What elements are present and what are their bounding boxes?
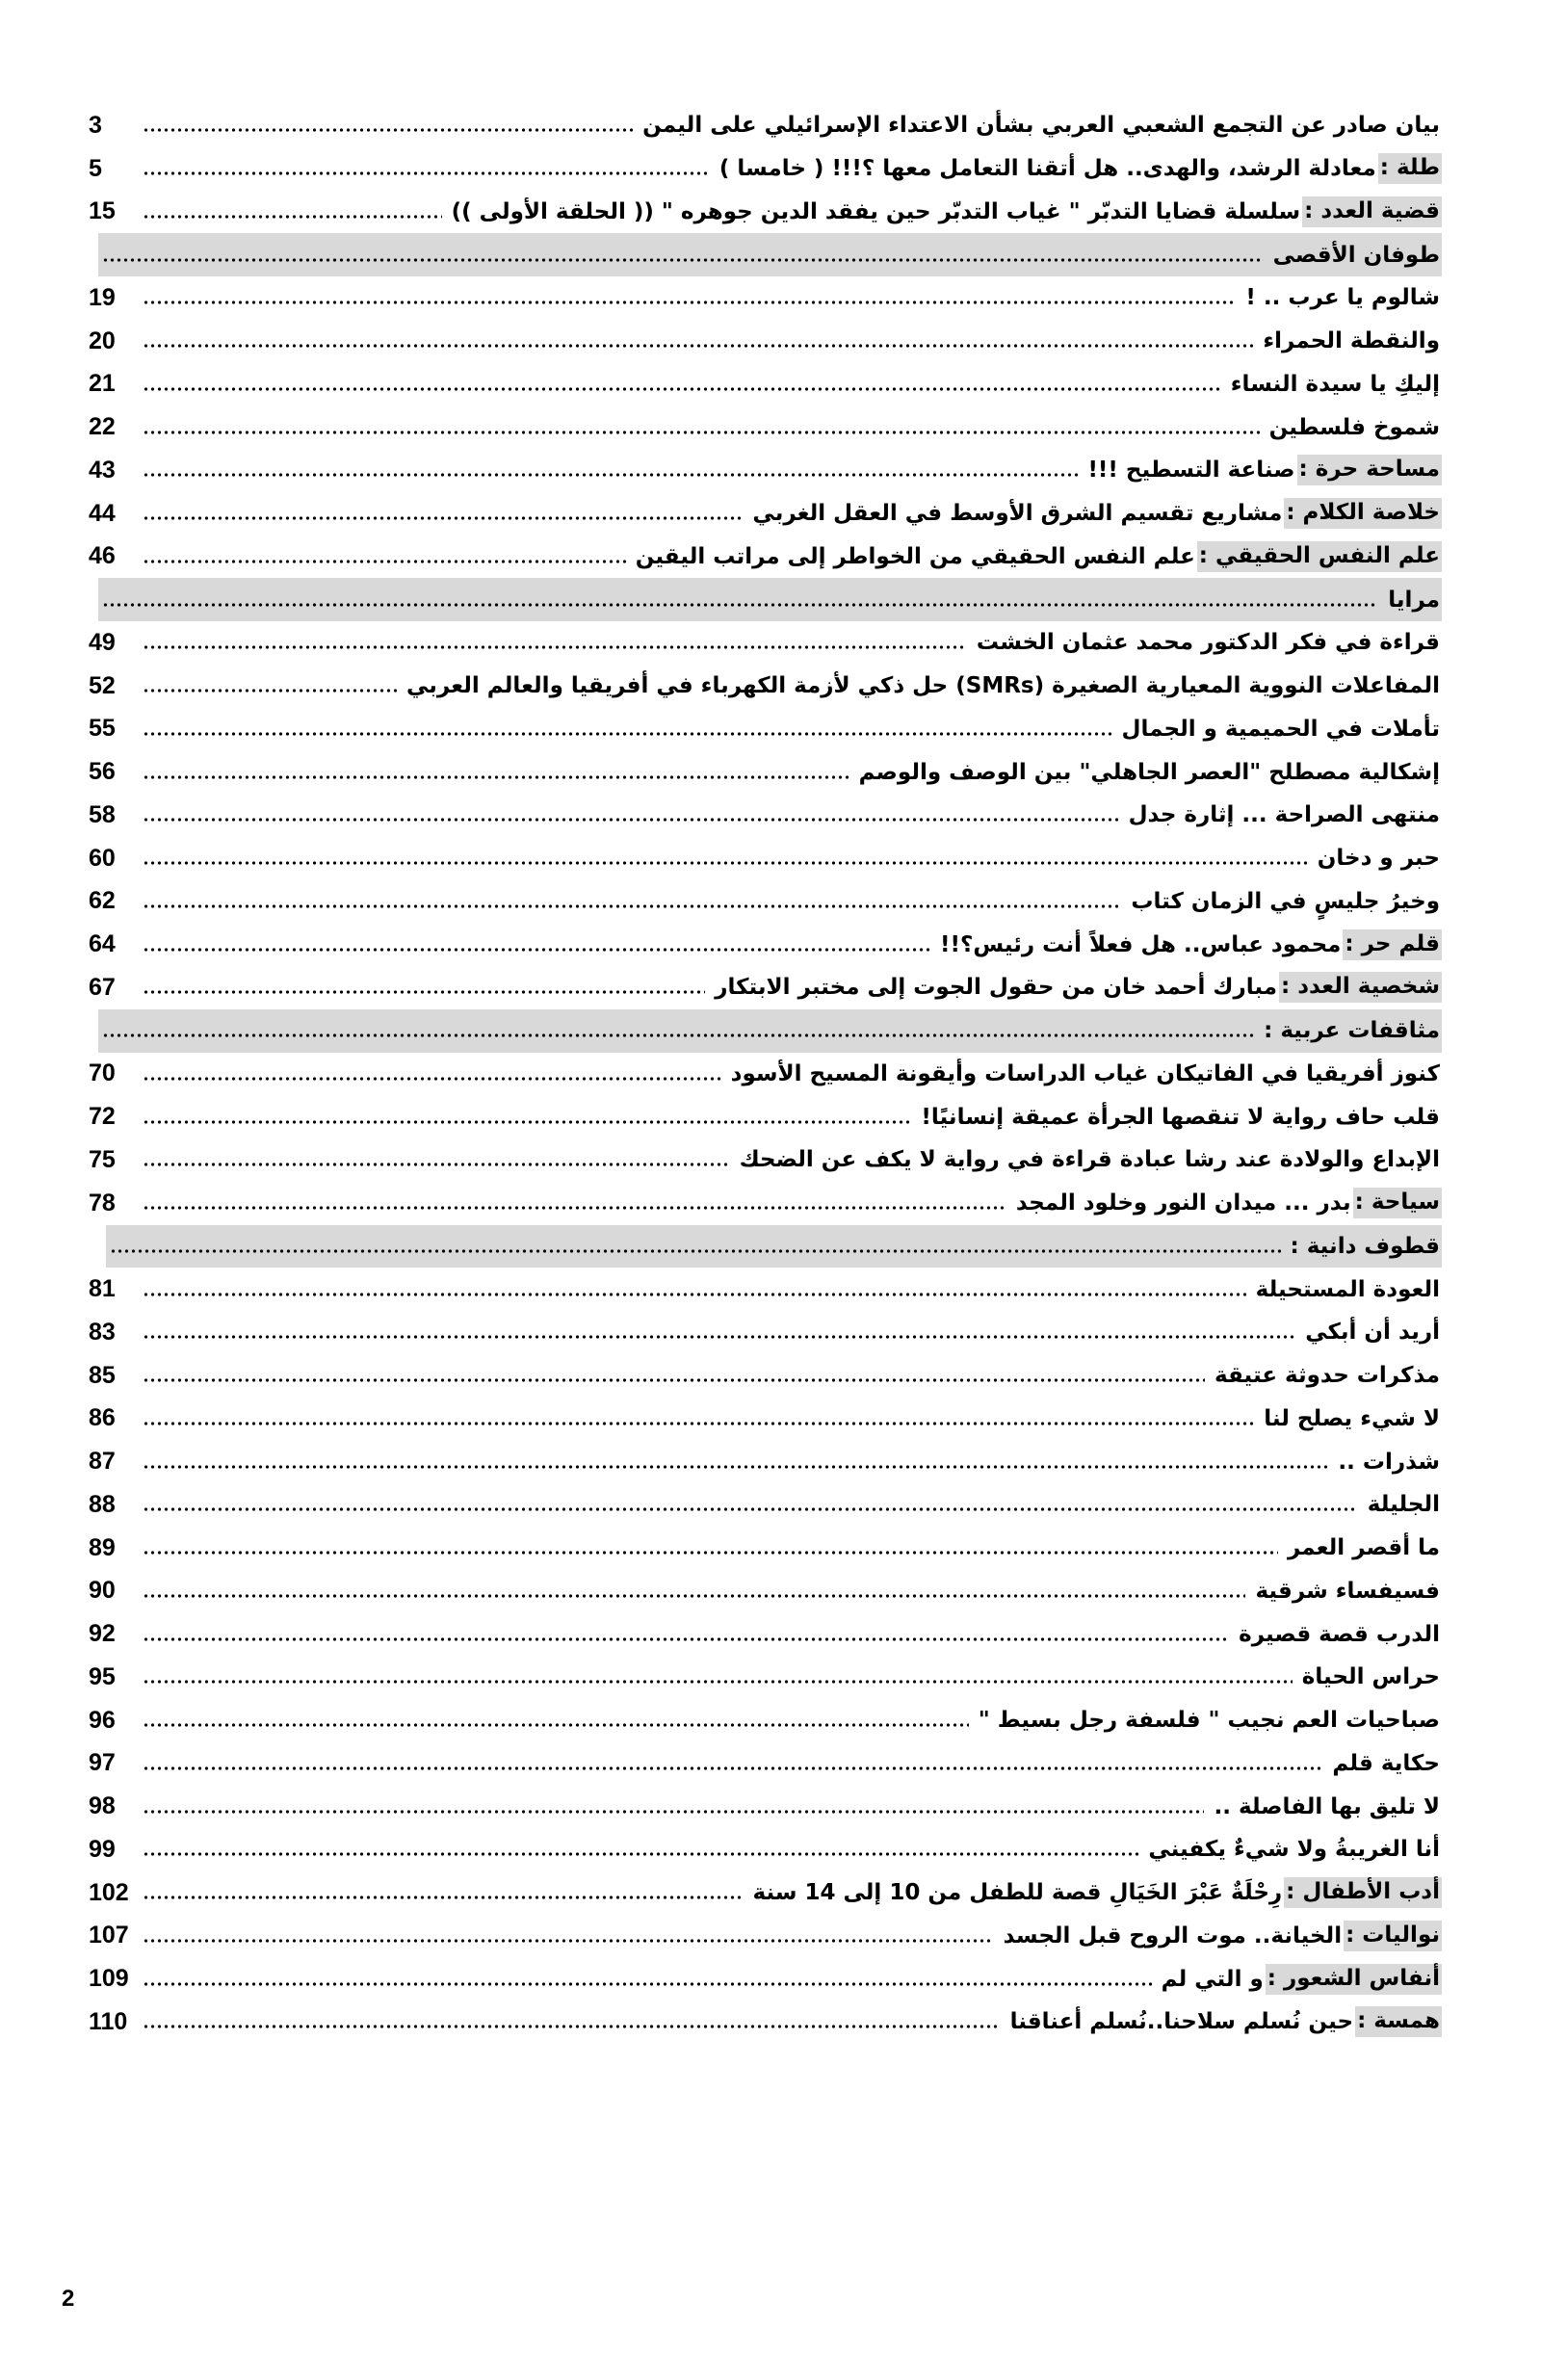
toc-entry [89,1957,1442,2001]
toc-entry [89,1182,1442,1225]
entry-title: قراءة في فكر الدكتور محمد عثمان الخشت [976,630,1440,656]
entry-page-number: 55 [89,715,116,743]
dot-leader [143,214,442,220]
toc-entry [89,880,1442,924]
entry-title: لا تليق بها الفاصلة .. [1214,1793,1440,1819]
entry-category: طلة : [1378,153,1442,184]
entry-title: صناعة التسطيح !!! [1087,458,1295,484]
entry-title: إشكالية مصطلح "العصر الجاهلي" بين الوصف والوصم [858,759,1440,785]
dot-leader [143,989,705,995]
toc-entry [89,147,1442,191]
toc-entry [89,1053,1442,1096]
toc-entry [89,708,1442,751]
entry-page-number: 110 [89,2007,128,2035]
dot-leader [143,903,1121,909]
toc-entry [89,1828,1442,1871]
dot-leader [143,472,1078,478]
dot-leader [102,602,1378,608]
toc-section-header [98,1009,1442,1053]
toc-entry [89,191,1442,234]
section-title: طوفان الأقصى [1272,242,1440,268]
dot-leader [143,1938,994,1944]
entry-page-number: 89 [89,1533,116,1561]
dot-leader [143,688,397,693]
entry-page-number: 67 [89,973,116,1001]
entry-title: مذكرات حدوثة عتيقة [1215,1363,1440,1389]
entry-title: بدر ... ميدان النور وخلود المجد [1015,1190,1351,1216]
toc-entry [89,1268,1442,1311]
dot-leader [143,2024,1001,2029]
entry-page-number: 60 [89,844,116,872]
entry-title: حين نُسلم سلاحنا..نُسلم أعناقنا [1009,2009,1354,2035]
toc-entry [89,276,1442,320]
entry-title: وخيرُ جليسٍ في الزمان كتاب [1131,888,1440,914]
entry-category: أنفاس الشعور : [1266,1964,1442,1995]
entry-page-number: 21 [89,370,116,398]
dot-leader [143,817,1119,823]
dot-leader [102,1033,1254,1038]
entry-page-number: 99 [89,1835,116,1863]
toc-entry [89,621,1442,665]
toc-entry [89,665,1442,708]
toc-entry [89,104,1442,147]
entry-page-number: 64 [89,930,116,958]
section-title: مرايا [1388,587,1440,613]
toc-entry [89,1699,1442,1742]
entry-category: أدب الأطفال : [1284,1877,1442,1908]
entry-category: قلم حر : [1343,929,1442,960]
entry-category: نواليات : [1344,1921,1442,1951]
entry-page-number: 75 [89,1145,116,1173]
entry-page-number: 78 [89,1189,116,1216]
entry-page-number: 62 [89,887,116,915]
toc-entry [89,750,1442,794]
entry-title: علم النفس الحقيقي من الخواطر إلى مراتب اليقين [635,543,1195,569]
entry-page-number: 58 [89,800,116,828]
entry-page-number: 88 [89,1490,116,1518]
section-title: مثاقفات عربية : [1264,1018,1440,1044]
dot-leader [143,127,633,133]
entry-title: محمود عباس.. هل فعلاً أنت رئيس؟!! [940,931,1342,957]
dot-leader [143,170,710,176]
dot-leader [143,1550,1278,1556]
dot-leader [143,1895,744,1900]
dot-leader [143,386,1221,392]
toc-entry [89,1354,1442,1398]
entry-page-number: 102 [89,1878,129,1906]
dot-leader [143,774,849,780]
entry-title: الإبداع والولادة عند رشا عبادة قراءة في رواية لا يكف عن الضحك [739,1147,1440,1173]
toc-entry [89,405,1442,449]
dot-leader [143,1593,1245,1599]
dot-leader [143,1205,1006,1211]
entry-title: الدرب قصة قصيرة [1239,1621,1440,1647]
dot-leader [143,430,1260,435]
toc-entry [89,923,1442,966]
entry-title: شالوم يا عرب .. ! [1245,285,1440,311]
entry-category: شخصية العدد : [1279,972,1442,1003]
toc-entry [89,1483,1442,1527]
entry-page-number: 92 [89,1620,116,1648]
dot-leader [143,1765,1322,1771]
dot-leader [143,1292,1246,1297]
entry-title: المفاعلات النووية المعيارية الصغيرة (SMRs) حل ذكي لأزمة الكهرباء في أفريقيا والعالم العربي [406,673,1440,699]
entry-title: إليكِ يا سيدة النساء [1230,371,1440,397]
entry-title: معادلة الرشد، والهدى.. هل أتقنا التعامل معها ؟!!! ( خامسا ) [718,156,1376,182]
entry-title: مشاريع تقسيم الشرق الأوسط في العقل الغربي [752,501,1283,527]
entry-title: حكاية قلم [1332,1750,1440,1776]
entry-page-number: 44 [89,499,116,527]
entry-category: همسة : [1355,2006,1442,2037]
toc-section-header [98,233,1442,276]
toc-section-header [106,1225,1442,1268]
entry-category: سياحة : [1353,1188,1442,1218]
dot-leader [143,1334,1295,1340]
dot-leader [110,1248,1281,1254]
entry-title: سلسلة قضايا التدبّر " غياب التدبّر حين يفقد الدين جوهره " (( الحلقة الأولى )) [451,198,1301,224]
entry-page-number: 86 [89,1404,116,1432]
entry-page-number: 20 [89,327,116,354]
entry-title: الخيانة.. موت الروح قبل الجسد [1003,1922,1343,1948]
dot-leader [143,1679,1293,1685]
entry-title: أنا الغريبةُ ولا شيءٌ يكفيني [1148,1837,1440,1863]
dot-leader [143,644,967,650]
entry-title: حراس الحياة [1301,1664,1440,1690]
dot-leader [143,1506,1358,1512]
dot-leader [143,515,743,521]
entry-title: رِحْلَةٌ عَبْرَ الخَيَالِ قصة للطفل من 10 إلى 14 سنة [752,1880,1283,1906]
entry-title: كنوز أفريقيا في الفاتيكان غياب الدراسات وأيقونة المسيح الأسود [730,1060,1440,1086]
dot-leader [143,559,626,564]
entry-title: منتهى الصراحة ... إثارة جدل [1128,802,1440,828]
toc-entry [89,363,1442,406]
entry-category: قضية العدد : [1302,196,1442,227]
entry-page-number: 19 [89,283,116,311]
toc-entry [89,1570,1442,1613]
entry-title: شموخ فلسطين [1268,414,1440,440]
entry-page-number: 15 [89,197,116,225]
dot-leader [143,1377,1205,1383]
dot-leader [143,1464,1328,1470]
toc-entry [89,1915,1442,1958]
toc-entry [89,1440,1442,1483]
entry-page-number: 85 [89,1361,116,1389]
entry-page-number: 22 [89,413,116,441]
dot-leader [143,343,1253,349]
entry-page-number: 70 [89,1059,116,1087]
toc-entry [89,2001,1442,2044]
entry-title: شذرات .. [1338,1449,1440,1475]
toc-entry [89,492,1442,536]
dot-leader [102,257,1264,263]
dot-leader [143,1076,721,1082]
entry-category: مساحة حرة : [1297,455,1442,485]
entry-title: ما أقصر العمر [1287,1535,1440,1561]
dot-leader [143,1421,1254,1426]
entry-title: العودة المستحيلة [1255,1276,1440,1302]
entry-page-number: 107 [89,1922,129,1949]
entry-page-number: 83 [89,1318,116,1346]
dot-leader [143,947,930,953]
entry-page-number: 109 [89,1965,129,1993]
toc-entry [89,536,1442,579]
entry-page-number: 95 [89,1662,116,1690]
dot-leader [143,1809,1204,1815]
entry-title: فسيفساء شرقية [1255,1578,1440,1604]
dot-leader [143,1162,730,1167]
dot-leader [143,1636,1229,1642]
entry-page-number: 49 [89,628,116,656]
entry-title: الجليلة [1367,1492,1440,1518]
dot-leader [143,1981,1152,1987]
toc-entry [89,1612,1442,1656]
entry-page-number: 96 [89,1706,116,1734]
section-title: قطوف دانية : [1290,1233,1440,1259]
entry-page-number: 5 [89,154,102,182]
entry-category: خلاصة الكلام : [1284,498,1442,529]
toc-entry [89,1095,1442,1138]
dot-leader [143,1119,911,1125]
entry-page-number: 81 [89,1275,116,1303]
entry-page-number: 46 [89,542,116,570]
entry-title: تأملات في الحميمية و الجمال [1121,716,1440,742]
toc-entry [89,1138,1442,1182]
entry-page-number: 87 [89,1448,116,1476]
entry-title: أريد أن أبكي [1305,1320,1440,1346]
entry-title: صباحيات العم نجيب " فلسفة رجل بسيط " [978,1708,1440,1734]
entry-page-number: 90 [89,1577,116,1605]
entry-title: مبارك أحمد خان من حقول الجوت إلى مختبر الابتكار [715,975,1277,1001]
dot-leader [143,860,1308,866]
entry-title: بيان صادر عن التجمع الشعبي العربي بشأن الاعتداء الإسرائيلي على اليمن [642,113,1440,139]
dot-leader [143,731,1111,737]
toc-entry [89,1785,1442,1828]
entry-title: قلب حاف رواية لا تنقصها الجرأة عميقة إنسانيًا! [921,1104,1440,1130]
entry-title: والنقطة الحمراء [1263,328,1440,354]
entry-title: حبر و دخان [1317,846,1440,872]
entry-page-number: 56 [89,758,116,786]
toc-entry [89,966,1442,1009]
toc-entry [89,320,1442,363]
entry-category: علم النفس الحقيقي : [1197,541,1442,572]
toc-entry [89,1398,1442,1441]
dot-leader [143,300,1236,305]
entry-page-number: 98 [89,1792,116,1820]
entry-page-number: 52 [89,671,116,699]
toc-entry [89,837,1442,880]
entry-title: لا شيء يصلح لنا [1264,1405,1440,1431]
toc-entry [89,1742,1442,1786]
entry-page-number: 3 [89,111,102,139]
dot-leader [143,1722,969,1728]
entry-page-number: 43 [89,456,116,484]
toc-entry [89,1527,1442,1570]
toc-entry [89,1871,1442,1915]
entry-title: و التي لم [1161,1966,1264,1992]
entry-page-number: 97 [89,1749,116,1777]
table-of-contents [89,104,1442,2044]
dot-leader [143,1851,1138,1857]
entry-page-number: 72 [89,1103,116,1131]
toc-entry [89,794,1442,837]
page-number: 2 [62,2286,75,2312]
toc-entry [89,449,1442,492]
toc-entry [89,1311,1442,1354]
toc-entry [89,1656,1442,1699]
toc-section-header [98,578,1442,621]
